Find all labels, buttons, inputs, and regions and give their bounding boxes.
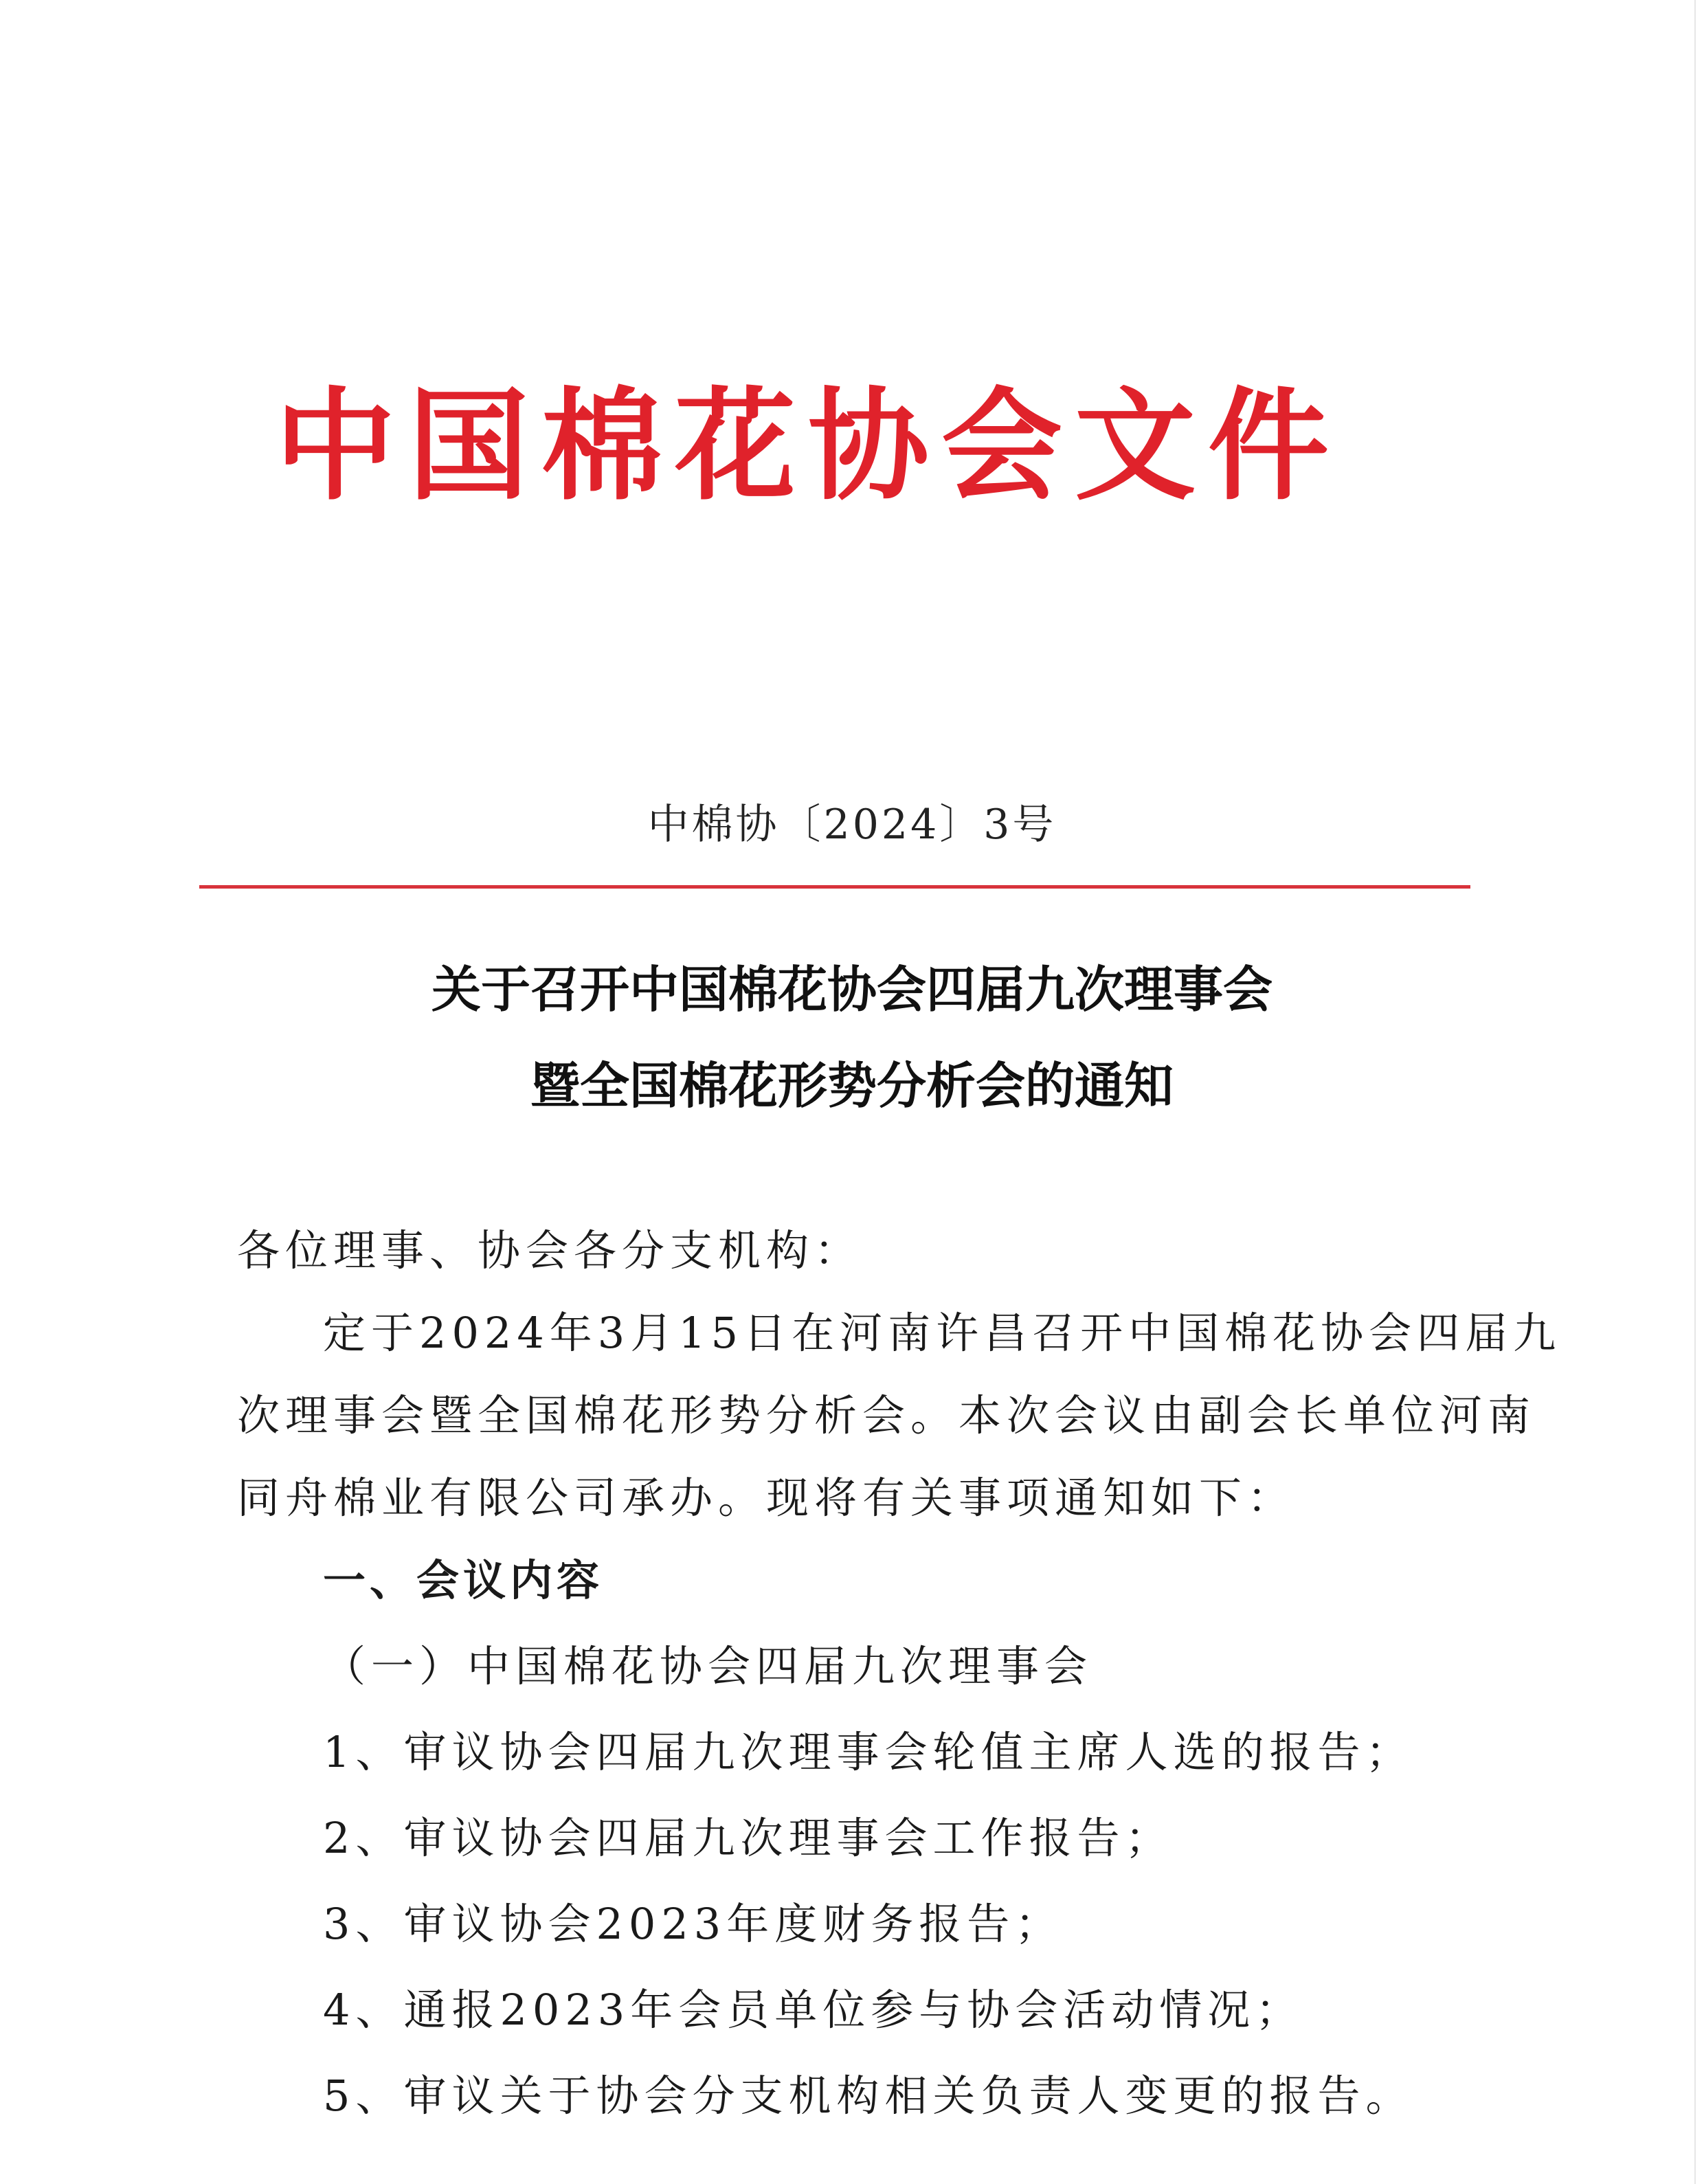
document-title-line-2: 暨全国棉花形势分析会的通知	[530, 1056, 1174, 1115]
salutation: 各位理事、协会各分支机构：	[237, 1225, 863, 1275]
list-item: 1、审议协会四届九次理事会轮值主席人选的报告；	[323, 1727, 1414, 1777]
list-item: 4、通报2023年会员单位参与协会活动情况；	[323, 1985, 1304, 2035]
section-heading: 一、会议内容	[323, 1555, 604, 1605]
paragraph-line-3: 同舟棉业有限公司承办。现将有关事项通知如下：	[237, 1473, 1296, 1523]
list-item: 2、审议协会四届九次理事会工作报告；	[323, 1813, 1174, 1863]
paragraph-line-2: 次理事会暨全国棉花形势分析会。本次会议由副会长单位河南	[237, 1390, 1536, 1440]
document-title-line-1: 关于召开中国棉花协会四届九次理事会	[431, 960, 1273, 1018]
red-separator-rule	[199, 885, 1470, 889]
document-masthead: 中国棉花协会文件	[275, 376, 1342, 517]
paragraph-line-1: 定于2024年3月15日在河南许昌召开中国棉花协会四届九	[323, 1308, 1562, 1358]
list-item: 3、审议协会2023年度财务报告；	[323, 1899, 1064, 1949]
list-item: 5、审议关于协会分支机构相关负责人变更的报告。	[323, 2071, 1414, 2121]
document-number: 中棉协〔2024〕3号	[647, 801, 1057, 849]
subsection-heading: （一）中国棉花协会四届九次理事会	[323, 1641, 1093, 1691]
